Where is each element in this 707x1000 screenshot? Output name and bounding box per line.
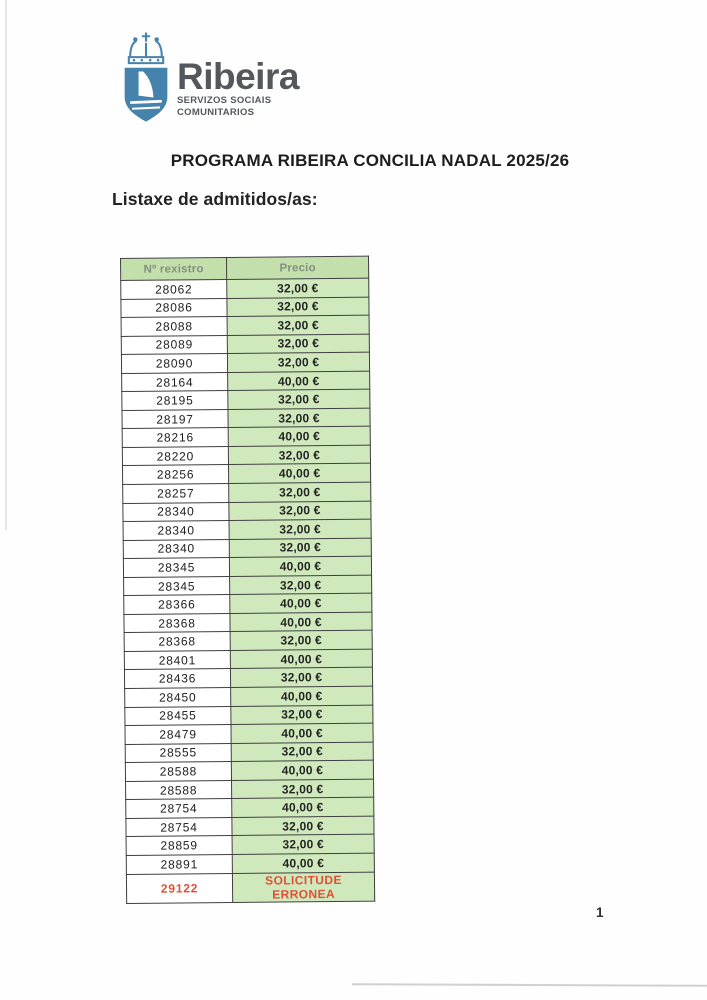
- table-row: [121, 297, 369, 318]
- precio-cell: 32,00 €: [232, 779, 374, 799]
- table-row: [122, 371, 370, 392]
- rexistro-cell: 28436: [124, 669, 230, 689]
- precio-cell: 32,00 €: [228, 445, 370, 465]
- precio-cell: 32,00 €: [227, 334, 369, 354]
- table-row: [126, 853, 374, 874]
- precio-cell: SOLICITUDE ERRONEA: [232, 872, 374, 902]
- table-row: [123, 556, 371, 577]
- table-body: [121, 278, 375, 903]
- rexistro-cell: 28455: [125, 706, 231, 726]
- rexistro-cell: 28345: [124, 576, 230, 596]
- table-row: [125, 723, 373, 744]
- table-row: [124, 668, 372, 689]
- precio-cell: 40,00 €: [230, 593, 372, 613]
- table-row: [123, 538, 371, 559]
- precio-cell: 32,00 €: [228, 408, 370, 428]
- rexistro-cell: 28479: [125, 725, 231, 745]
- table-row: [124, 612, 372, 633]
- precio-cell: 40,00 €: [232, 797, 374, 817]
- precio-cell: 32,00 €: [231, 742, 373, 762]
- table-row: [122, 389, 370, 410]
- precio-cell: 32,00 €: [227, 278, 369, 298]
- list-subtitle: Listaxe de admitidos/as:: [112, 189, 318, 209]
- rexistro-cell: 28368: [124, 613, 230, 633]
- table-row: [121, 334, 369, 355]
- page-title: PROGRAMA RIBEIRA CONCILIA NADAL 2025/26: [170, 151, 570, 170]
- rexistro-cell: 28340: [123, 521, 229, 541]
- rexistro-cell: 28086: [121, 298, 227, 318]
- precio-cell: 32,00 €: [229, 501, 371, 521]
- rexistro-cell: 28195: [122, 391, 228, 411]
- precio-cell: 32,00 €: [230, 668, 372, 688]
- page-number: 1: [596, 905, 604, 920]
- table-row: [122, 408, 370, 429]
- table-row: [124, 575, 372, 596]
- table-row: [126, 872, 374, 903]
- logo-subtitle-line1: SERVIZOS SOCIAIS: [177, 95, 272, 106]
- rexistro-cell: 28401: [124, 650, 230, 670]
- rexistro-cell: 28164: [122, 372, 228, 392]
- rexistro-cell: 28588: [126, 780, 232, 800]
- rexistro-cell: 28340: [123, 502, 229, 522]
- ribeira-crest-icon: [120, 31, 172, 125]
- header-rexistro: Nº rexistro: [121, 257, 227, 280]
- table-row: [126, 779, 374, 800]
- rexistro-cell: 28340: [123, 539, 229, 559]
- precio-cell: 32,00 €: [229, 482, 371, 502]
- rexistro-cell: 28216: [122, 428, 228, 448]
- rexistro-cell: 29122: [126, 873, 232, 903]
- rexistro-cell: 28256: [122, 465, 228, 485]
- table-row: [125, 686, 373, 707]
- rexistro-cell: 28197: [122, 409, 228, 429]
- precio-cell: 32,00 €: [229, 519, 371, 539]
- table-row: [122, 464, 370, 485]
- precio-cell: 40,00 €: [228, 371, 370, 391]
- precio-cell: 32,00 €: [232, 816, 374, 836]
- table-row: [123, 501, 371, 522]
- table-row: [126, 816, 374, 837]
- table-row: [126, 834, 374, 855]
- precio-cell: 32,00 €: [231, 705, 373, 725]
- precio-cell: 32,00 €: [230, 575, 372, 595]
- scan-artifact-left: [5, 0, 7, 530]
- precio-cell: 32,00 €: [230, 630, 372, 650]
- rexistro-cell: 28090: [121, 354, 227, 374]
- precio-cell: 32,00 €: [227, 297, 369, 317]
- precio-cell: 40,00 €: [231, 760, 373, 780]
- table-row: [121, 352, 369, 373]
- logo-subtitle-line2: COMUNITARIOS: [177, 106, 255, 118]
- table-row: [123, 519, 371, 540]
- rexistro-cell: 28062: [121, 279, 227, 299]
- rexistro-cell: 28220: [122, 446, 228, 466]
- table-row: [123, 482, 371, 503]
- rexistro-cell: 28450: [125, 687, 231, 707]
- table-row: [125, 742, 373, 763]
- rexistro-cell: 28555: [125, 743, 231, 763]
- precio-cell: 40,00 €: [228, 426, 370, 446]
- scan-artifact-bottom: [352, 983, 707, 987]
- table-row: [122, 445, 370, 466]
- header-precio: Precio: [226, 256, 368, 279]
- rexistro-cell: 28891: [126, 854, 232, 874]
- table-row: [122, 426, 370, 447]
- logo-name: Ribeira: [177, 56, 299, 97]
- precio-cell: 32,00 €: [228, 389, 370, 409]
- table-header-row: [121, 256, 369, 280]
- table-row: [121, 278, 369, 299]
- table-row: [125, 705, 373, 726]
- rexistro-cell: 28089: [121, 335, 227, 355]
- rexistro-cell: 28588: [125, 762, 231, 782]
- precio-cell: 40,00 €: [230, 649, 372, 669]
- precio-cell: 40,00 €: [229, 556, 371, 576]
- table-row: [125, 760, 373, 781]
- precio-cell: 40,00 €: [228, 464, 370, 484]
- logo: [120, 31, 299, 125]
- precio-cell: 40,00 €: [231, 723, 373, 743]
- table-row: [124, 593, 372, 614]
- precio-cell: 32,00 €: [229, 538, 371, 558]
- table-row: [124, 630, 372, 651]
- table-row: [121, 315, 369, 336]
- rexistro-cell: 28088: [121, 317, 227, 337]
- precio-cell: 32,00 €: [227, 315, 369, 335]
- precio-cell: 32,00 €: [227, 352, 369, 372]
- precio-cell: 40,00 €: [232, 853, 374, 873]
- precio-cell: 40,00 €: [230, 612, 372, 632]
- rexistro-cell: 28368: [124, 632, 230, 652]
- table-row: [126, 797, 374, 818]
- rexistro-cell: 28859: [126, 836, 232, 856]
- precio-cell: 32,00 €: [232, 834, 374, 854]
- table-row: [124, 649, 372, 670]
- rexistro-cell: 28754: [126, 799, 232, 819]
- logo-text: [177, 31, 299, 119]
- rexistro-cell: 28366: [124, 595, 230, 615]
- rexistro-cell: 28257: [123, 483, 229, 503]
- rexistro-cell: 28345: [123, 558, 229, 578]
- precio-cell: 40,00 €: [231, 686, 373, 706]
- admitted-list-table: [120, 256, 375, 904]
- rexistro-cell: 28754: [126, 817, 232, 837]
